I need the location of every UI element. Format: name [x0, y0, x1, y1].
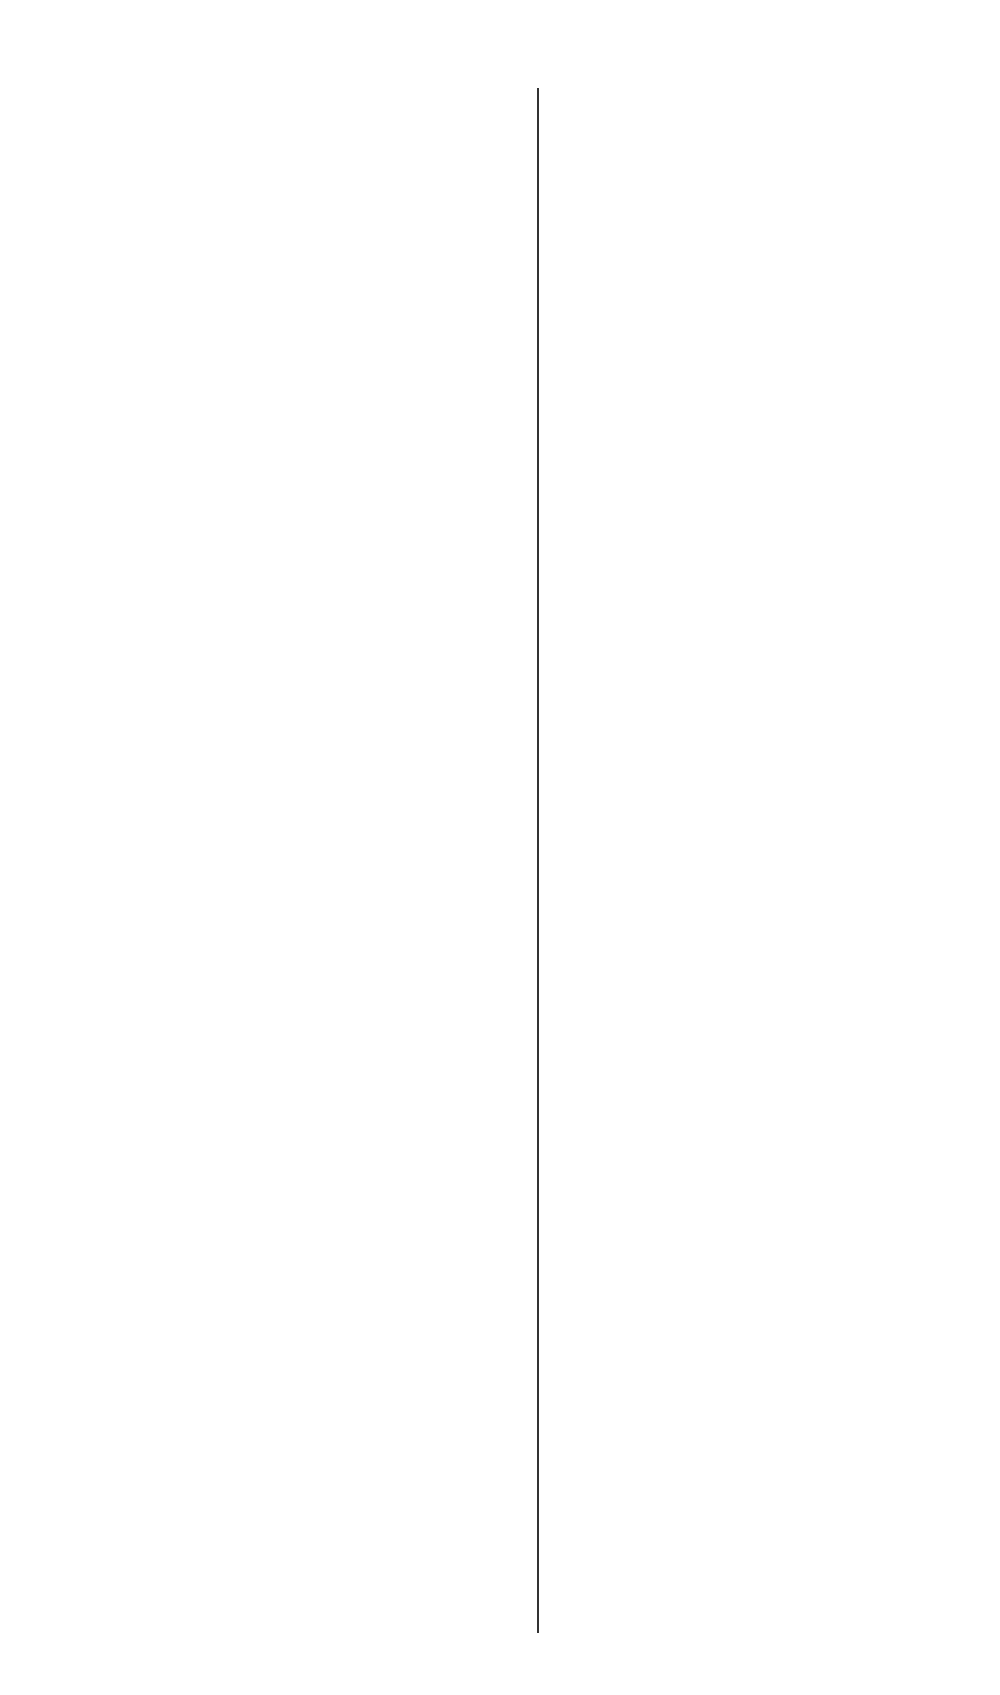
running-header	[112, 52, 952, 78]
column-divider	[537, 88, 539, 1633]
